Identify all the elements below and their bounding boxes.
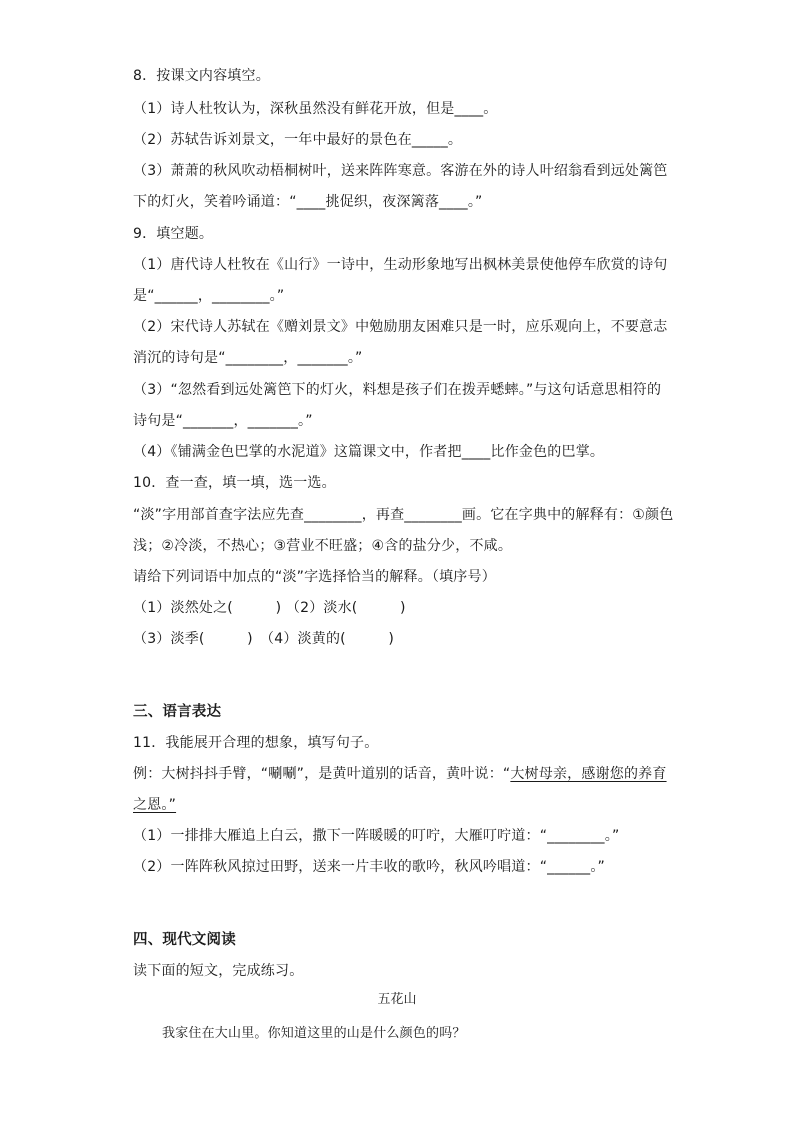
q8-item-3-line1: （3）萧萧的秋风吹动梧桐树叶，送来阵阵寒意。客游在外的诗人叶绍翁看到远处篱笆 [133,163,668,179]
q10-choices-1: （1）淡然处之( ) （2）淡水( ) [133,600,406,616]
q11-example-answer: 大树母亲，感谢您的养育 [510,766,667,782]
section-4-heading: 四、现代文阅读 [133,932,236,948]
q8-item-2: （2）苏轼告诉刘景文，一年中最好的景色在_____。 [133,132,463,148]
q8-title: 8．按课文内容填空。 [133,68,270,84]
q9-item-4: （4）《铺满金色巴掌的水泥道》这篇课文中，作者把____比作金色的巴掌。 [133,444,605,460]
reading-intro: 读下面的短文，完成练习。 [133,963,304,979]
q11-example-line1 [133,764,667,784]
q8-item-3-line2: 下的灯火，笑着吟诵道：“____挑促织，夜深篱落____。” [133,194,483,210]
q10-text-line2: 浅；②冷淡，不热心；③营业不旺盛；④含的盐分少，不咸。 [133,538,513,554]
story-title: 五花山 [377,992,417,1007]
q11-item-1: （1）一排排大雁追上白云，撒下一阵暖暖的叮咛，大雁叮咛道：“________。” [133,828,620,844]
q9-item-3-line2: 诗句是“_______，_______。” [133,413,313,429]
q9-item-2-line1: （2）宋代诗人苏轼在《赠刘景文》中勉励朋友困难只是一时，应乐观向上，不要意志 [133,319,668,335]
q9-item-1-line2: 是“______，________。” [133,288,285,304]
q9-item-2-line2: 消沉的诗句是“________，_______。” [133,350,363,366]
q10-title: 10．查一查，填一填，选一选。 [133,475,336,491]
q10-text-line1: “淡”字用部首查字法应先查________，再查________画。它在字典中的解释有：①颜色 [133,507,674,523]
q9-title: 9．填空题。 [133,226,214,242]
q9-item-3-line1: （3）“忽然看到远处篱笆下的灯火，料想是孩子们在拨弄蟋蟀。”与这句话意思相符的 [133,382,662,398]
q8-item-1: （1）诗人杜牧认为，深秋虽然没有鲜花开放，但是____。 [133,101,498,117]
q9-item-1-line1: （1）唐代诗人杜牧在《山行》一诗中，生动形象地写出枫林美景使他停车欣赏的诗句 [133,257,668,273]
q11-item-2: （2）一阵阵秋风掠过田野，送来一片丰收的歌吟，秋风吟唱道：“______。” [133,859,606,875]
q11-example-line2: 之恩。” [133,797,177,813]
section-3-heading: 三、语言表达 [133,704,222,720]
q11-title: 11．我能展开合理的想象，填写句子。 [133,735,379,751]
story-paragraph-1: 我家住在大山里。你知道这里的山是什么颜色的吗？ [162,1026,466,1041]
q11-example-prefix: 例：大树抖抖手臂，“唰唰”，是黄叶道别的话音，黄叶说：“ [133,766,511,782]
q10-choices-2: （3）淡季( ) （4）淡黄的( ) [133,631,395,647]
q10-instruction: 请给下列词语中加点的“淡”字选择恰当的解释。（填序号） [133,569,496,585]
